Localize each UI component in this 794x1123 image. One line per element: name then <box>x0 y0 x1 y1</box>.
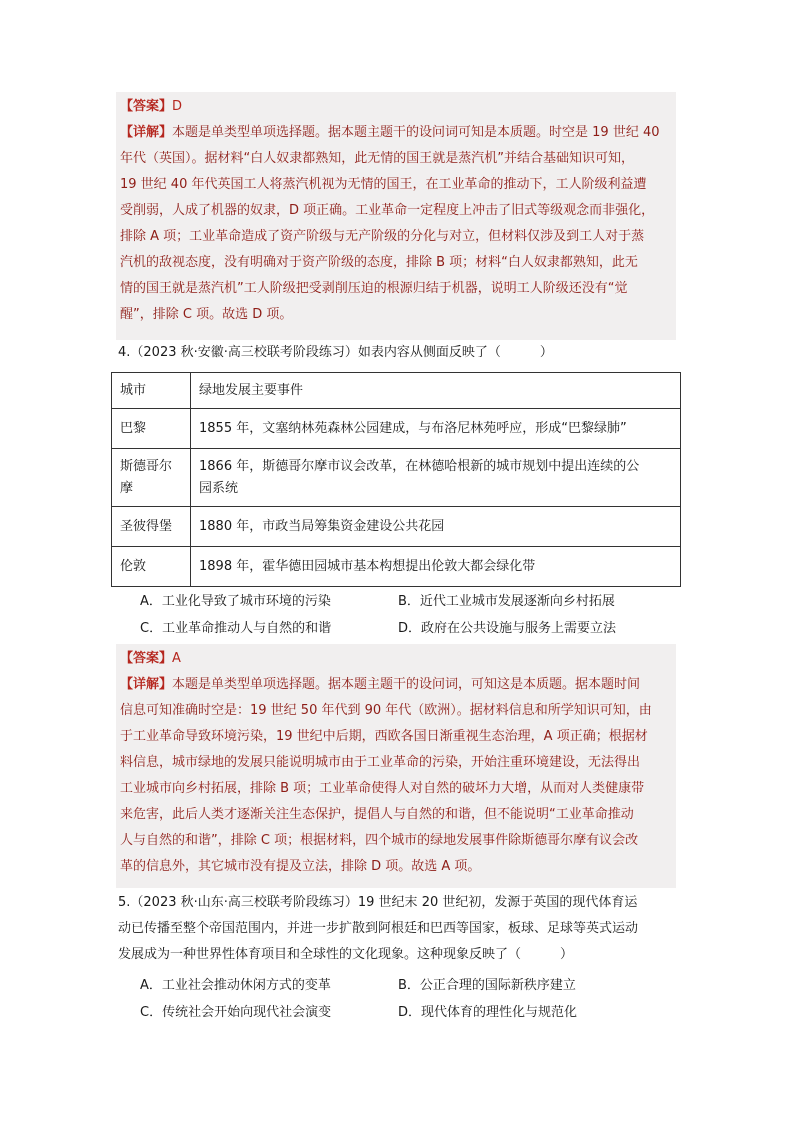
table-cell-event: 1880 年，市政当局筹集资金建设公共花园 <box>191 507 681 547</box>
q3-detail-line <box>120 120 672 146</box>
q4-detail-line <box>120 672 672 698</box>
detail-text: 汽机的敌视态度，没有明确对于资产阶级的态度，排除 B 项；材料“白人奴隶都熟知，此无 <box>120 255 638 270</box>
table-cell-city: 巴黎 <box>112 409 191 449</box>
table-row <box>112 547 681 587</box>
table-header-city: 城市 <box>112 373 191 409</box>
q4-answer-line <box>120 646 672 672</box>
detail-text: 人与自然的和谐”，排除 C 项；根据材料，四个城市的绿地发展事件除斯德哥尔摩有议会改 <box>120 833 639 848</box>
answer-label: 【答案】 <box>120 99 173 114</box>
table-cell-city: 圣彼得堡 <box>112 507 191 547</box>
q4-option-a: A．工业化导致了城市环境的污染 <box>140 594 331 609</box>
detail-text: 排除 A 项；工业革命造成了资产阶级与无产阶级的分化与对立，但材料仅涉及到工人对于蒸 <box>120 229 645 244</box>
detail-text: 来危害，此后人类才逐渐关注生态保护，提倡人与自然的和谐，但不能说明“工业革命推动 <box>120 807 634 822</box>
event-line: 园系统 <box>199 480 239 496</box>
stem-line: 5.（2023 秋·山东·高三校联考阶段练习）19 世纪末 20 世纪初，发源于英国的现代体育运 <box>118 895 638 910</box>
q3-answer-block <box>116 92 676 340</box>
stem-line: 发展成为一种世界性体育项目和全球性的文化现象。这种现象反映了（ ） <box>118 947 574 962</box>
table-cell-city <box>112 449 191 507</box>
table-header-row <box>112 373 681 409</box>
answer-label: 【答案】 <box>120 651 173 666</box>
table-header-event: 绿地发展主要事件 <box>191 373 681 409</box>
table-row <box>112 409 681 449</box>
table-row <box>112 449 681 507</box>
detail-text: 革的信息外，其它城市没有提及立法，排除 D 项。故选 A 项。 <box>120 859 481 874</box>
q5-option-c: C．传统社会开始向现代社会演变 <box>140 1005 332 1020</box>
answer-value: D <box>172 99 183 114</box>
q5-option-d: D．现代体育的理性化与规范化 <box>398 1005 578 1020</box>
q4-option-b: B．近代工业城市发展逐渐向乡村拓展 <box>398 594 615 609</box>
detail-text: 情的国王就是蒸汽机”工人阶级把受剥削压迫的根源归结于机器，说明工人阶级还没有“觉 <box>120 281 628 296</box>
q3-answer-line <box>120 94 672 120</box>
q5-stem <box>118 890 688 968</box>
answer-value: A <box>172 651 181 666</box>
table-cell-city: 伦敦 <box>112 547 191 587</box>
detail-text: 本题是单类型单项选择题。据本题主题干的设问词，可知这是本质题。据本题时间 <box>172 677 641 692</box>
detail-text: 料信息，城市绿地的发展只能说明城市由于工业革命的污染，开始注重环境建设，无法得出 <box>120 755 641 770</box>
detail-text: 于工业革命导致环境污染，19 世纪中后期，西欧各国日渐重视生态治理，A 项正确；根据材 <box>120 729 648 744</box>
q4-option-d: D．政府在公共设施与服务上需要立法 <box>398 621 617 636</box>
q4-table <box>111 372 681 587</box>
detail-label: 【详解】 <box>120 125 173 140</box>
detail-text: 年代（英国）。据材料“白人奴隶都熟知，此无情的国王就是蒸汽机”并结合基础知识可知， <box>120 151 634 166</box>
q4-answer-block <box>116 644 676 888</box>
detail-text: 信息可知准确时空是：19 世纪 50 年代到 90 年代（欧洲）。据材料信息和所学知识可知，由 <box>120 703 652 718</box>
table-cell-event: 1855 年，文塞纳林苑森林公园建成，与布洛尼林苑呼应，形成“巴黎绿肺” <box>191 409 681 449</box>
detail-text: 受削弱，人成了机器的奴隶，D 项正确。工业革命一定程度上冲击了旧式等级观念而非强化， <box>120 203 655 218</box>
q5-option-b: B．公正合理的国际新秩序建立 <box>398 978 576 993</box>
city-line: 斯德哥尔 <box>120 458 173 474</box>
table-cell-event <box>191 449 681 507</box>
detail-text: 工业城市向乡村拓展，排除 B 项；工业革命使得人对自然的破坏力大增，从而对人类健康带 <box>120 781 645 796</box>
detail-text: 醒”，排除 C 项。故选 D 项。 <box>120 307 293 322</box>
q5-option-a: A．工业社会推动休闲方式的变革 <box>140 978 331 993</box>
table-row <box>112 507 681 547</box>
event-line: 1866 年，斯德哥尔摩市议会改革，在林德哈根新的城市规划中提出连续的公 <box>199 458 640 474</box>
city-line: 摩 <box>120 480 134 496</box>
detail-text: 19 世纪 40 年代英国工人将蒸汽机视为无情的国王，在工业革命的推动下，工人阶级利益遭 <box>120 177 647 192</box>
q4-option-c: C．工业革命推动人与自然的和谐 <box>140 621 332 636</box>
detail-label: 【详解】 <box>120 677 173 692</box>
detail-text: 本题是单类型单项选择题。据本题主题干的设问词可知是本质题。时空是 19 世纪 40 <box>172 125 660 140</box>
table-cell-event: 1898 年，霍华德田园城市基本构想提出伦敦大都会绿化带 <box>191 547 681 587</box>
stem-line: 动已传播至整个帝国范围内，并进一步扩散到阿根廷和巴西等国家，板球、足球等英式运动 <box>118 921 639 936</box>
q4-stem: 4.（2023 秋·安徽·高三校联考阶段练习）如表内容从侧面反映了（ ） <box>118 345 553 360</box>
